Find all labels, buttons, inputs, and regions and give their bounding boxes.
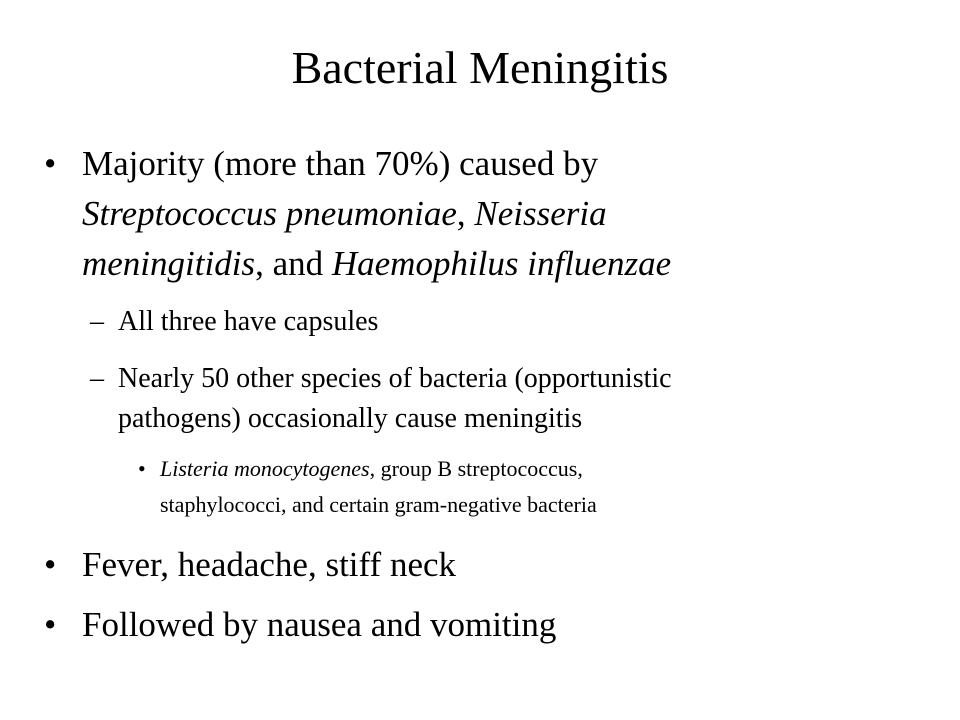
bullet-1-line-1 [82,144,598,184]
species-listeria: Listeria monocytogenes [160,456,370,481]
sub-bullet-2-line-2: pathogens) occasionally cause meningitis [118,403,583,434]
sub-bullet-1: All three have capsules [118,306,379,337]
bullet-3: Followed by nausea and vomiting [82,605,557,644]
species-streptococcus: Streptococcus pneumoniae [82,194,457,233]
bullet-1-line-2 [82,194,607,234]
slide-title: Bacterial Meningitis [291,42,669,93]
bullet-1-line-3 [82,244,671,284]
sub-bullet-2-line-1: Nearly 50 other species of bacteria (opportunistic [118,363,672,394]
bullet-marker: • [44,144,57,183]
sub-sub-bullet-line-2: staphylococci, and certain gram-negative bacteria [160,492,597,517]
separator: , [456,194,475,233]
bullet-marker: • [44,545,57,584]
bullet-2: Fever, headache, stiff neck [82,545,457,584]
separator-and: , and [255,244,332,283]
bullet-marker: • [44,605,57,644]
sub-bullet-marker: • [138,456,146,481]
dash-marker: – [90,306,104,337]
species-neisseria-cont: meningitidis [82,244,256,283]
bullet-1-text: Majority (more than 70%) caused by [82,144,599,183]
species-neisseria: Neisseria [474,194,607,233]
species-haemophilus: Haemophilus influenzae [331,244,672,283]
sub-sub-bullet-text: , group B streptococcus, [369,456,583,481]
sub-sub-bullet-line-1 [160,454,583,484]
dash-marker: – [90,363,104,394]
